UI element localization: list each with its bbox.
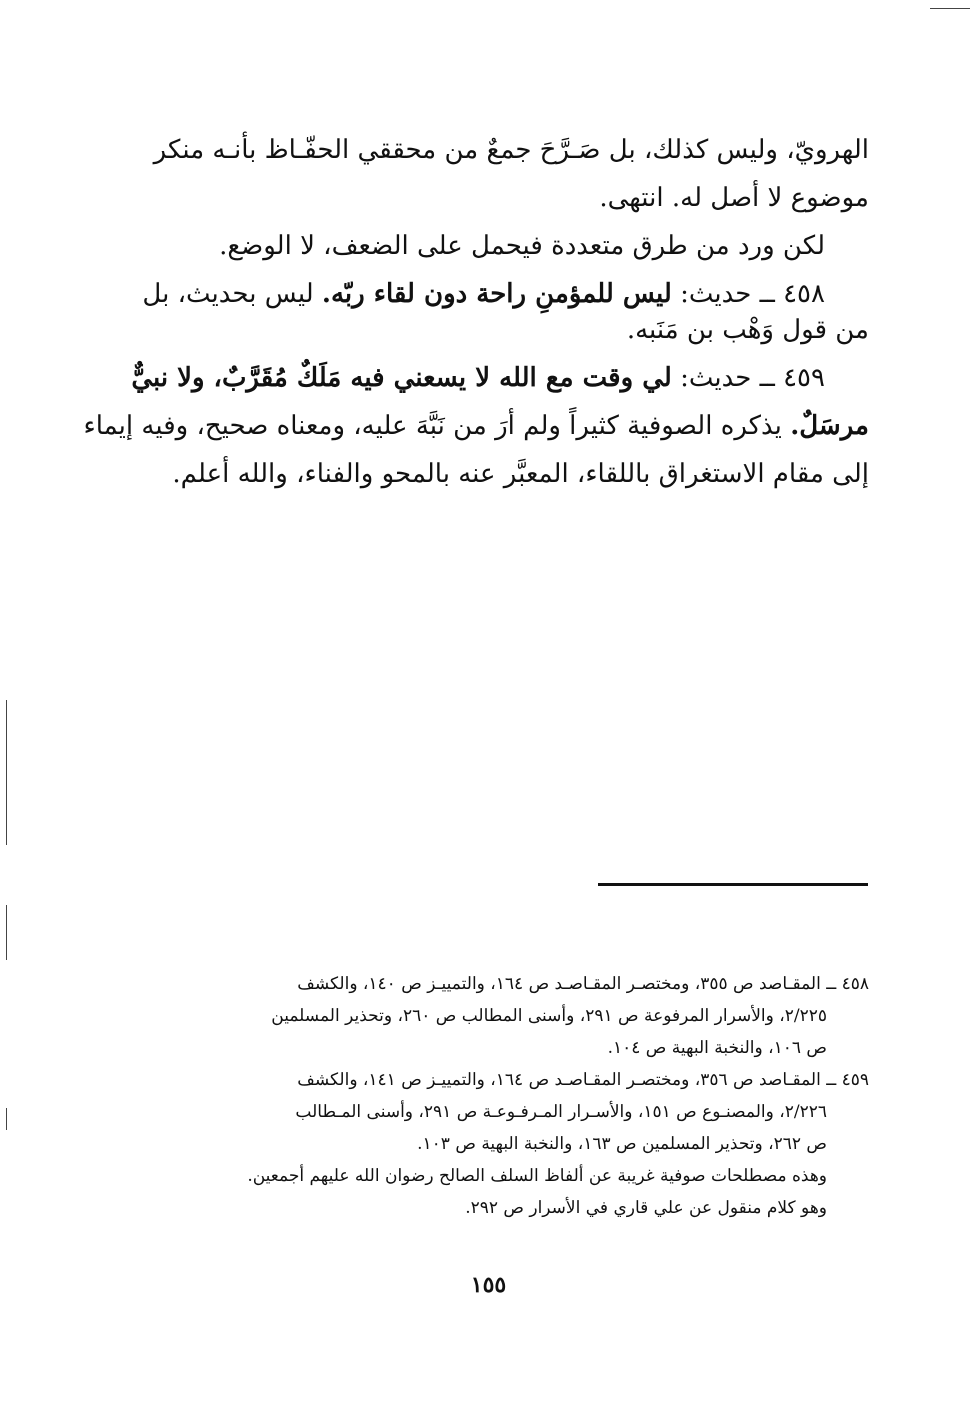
footnote-line: وهذه مصطلحات صوفية غريبة عن ألفاظ السلف الصالح رضوان الله عليهم أجمعين. bbox=[247, 1166, 827, 1186]
paragraph-note bbox=[109, 222, 869, 270]
footnote-line: وهو كلام منقول عن علي قاري في الأسرار ص ٢٩٢. bbox=[465, 1198, 827, 1218]
entry-459-continuation bbox=[83, 402, 869, 498]
entry-first-line bbox=[109, 354, 825, 402]
scan-artifact bbox=[6, 1108, 7, 1130]
text-line: من قول وَهْب بن مَنَبه. bbox=[626, 315, 869, 345]
entry-459 bbox=[109, 354, 869, 402]
footnotes bbox=[124, 968, 869, 1224]
footnote-line: ٢/٢٢٦، والمصنـوع ص ١٥١، والأسـرار المـرفـوعـة ص ٢٩١، وأسنى المـطالب bbox=[295, 1102, 827, 1122]
footnote-line: ص ٢٦٢، وتحذير المسلمين ص ١٦٣، والنخبة البهية ص ١٠٣. bbox=[417, 1134, 827, 1154]
footnote-line: ٤٥٩ ــ المقـاصد ص ٣٥٦، ومختصـر المقـاصـد ص ١٦٤، والتمييـز ص ١٤١، والكشف bbox=[297, 1070, 869, 1090]
footnote-separator bbox=[598, 883, 868, 886]
hadith-text: ليس للمؤمنِ راحة دون لقاء ربّه. bbox=[321, 279, 672, 309]
paragraph-continuation bbox=[109, 126, 869, 222]
scan-artifact bbox=[930, 8, 970, 9]
hadith-text: لي وقت مع الله لا يسعني فيه مَلَكٌ مُقَرَّبٌ، ولا نبيٌّ bbox=[131, 363, 672, 393]
footnote-459 bbox=[124, 1064, 869, 1224]
footnote-458 bbox=[124, 968, 869, 1064]
text-line: موضوع لا أصل له. انتهى. bbox=[599, 183, 869, 213]
footnote-line: ٤٥٨ ــ المقـاصد ص ٣٥٥، ومختصـر المقـاصـد ص ١٦٤، والتمييـز ص ١٤٠، والكشف bbox=[297, 974, 869, 994]
hadith-text: مرسَلٌ. bbox=[790, 411, 869, 441]
text-line: إلى مقام الاستغراق باللقاء، المعبَّر عنه بالمحو والفناء، والله أعلم. bbox=[172, 459, 869, 489]
footnote-line: ٢/٢٢٥، والأسرار المرفوعة ص ٢٩١، وأسنى المطالب ص ٢٦٠، وتحذير المسلمين bbox=[271, 1006, 827, 1026]
entry-comment: ليس بحديث، بل bbox=[142, 279, 314, 309]
scan-artifact bbox=[6, 700, 7, 845]
text-line: لكن ورد من طرق متعددة فيحمل على الضعف، لا الوضع. bbox=[219, 231, 825, 261]
entry-number: ٤٥٨ ــ حديث: bbox=[680, 279, 825, 309]
text-line bbox=[83, 402, 869, 450]
text-line: الهرويّ، وليس كذلك، بل صَـرَّحَ جمعٌ من محققي الحفّـاظ بأنـه منكر bbox=[153, 135, 869, 165]
entry-number: ٤٥٩ ــ حديث: bbox=[680, 363, 825, 393]
entry-comment: يذكره الصوفية كثيراً ولم أرَ من نَبَّهَ عليه، ومعناه صحيح، وفيه إيماء bbox=[83, 411, 782, 441]
main-text bbox=[83, 126, 869, 498]
page-number: ١٥٥ bbox=[470, 1272, 507, 1298]
footnote-line: ص ١٠٦، والنخبة البهية ص ١٠٤. bbox=[607, 1038, 827, 1058]
scan-artifact bbox=[6, 905, 7, 960]
